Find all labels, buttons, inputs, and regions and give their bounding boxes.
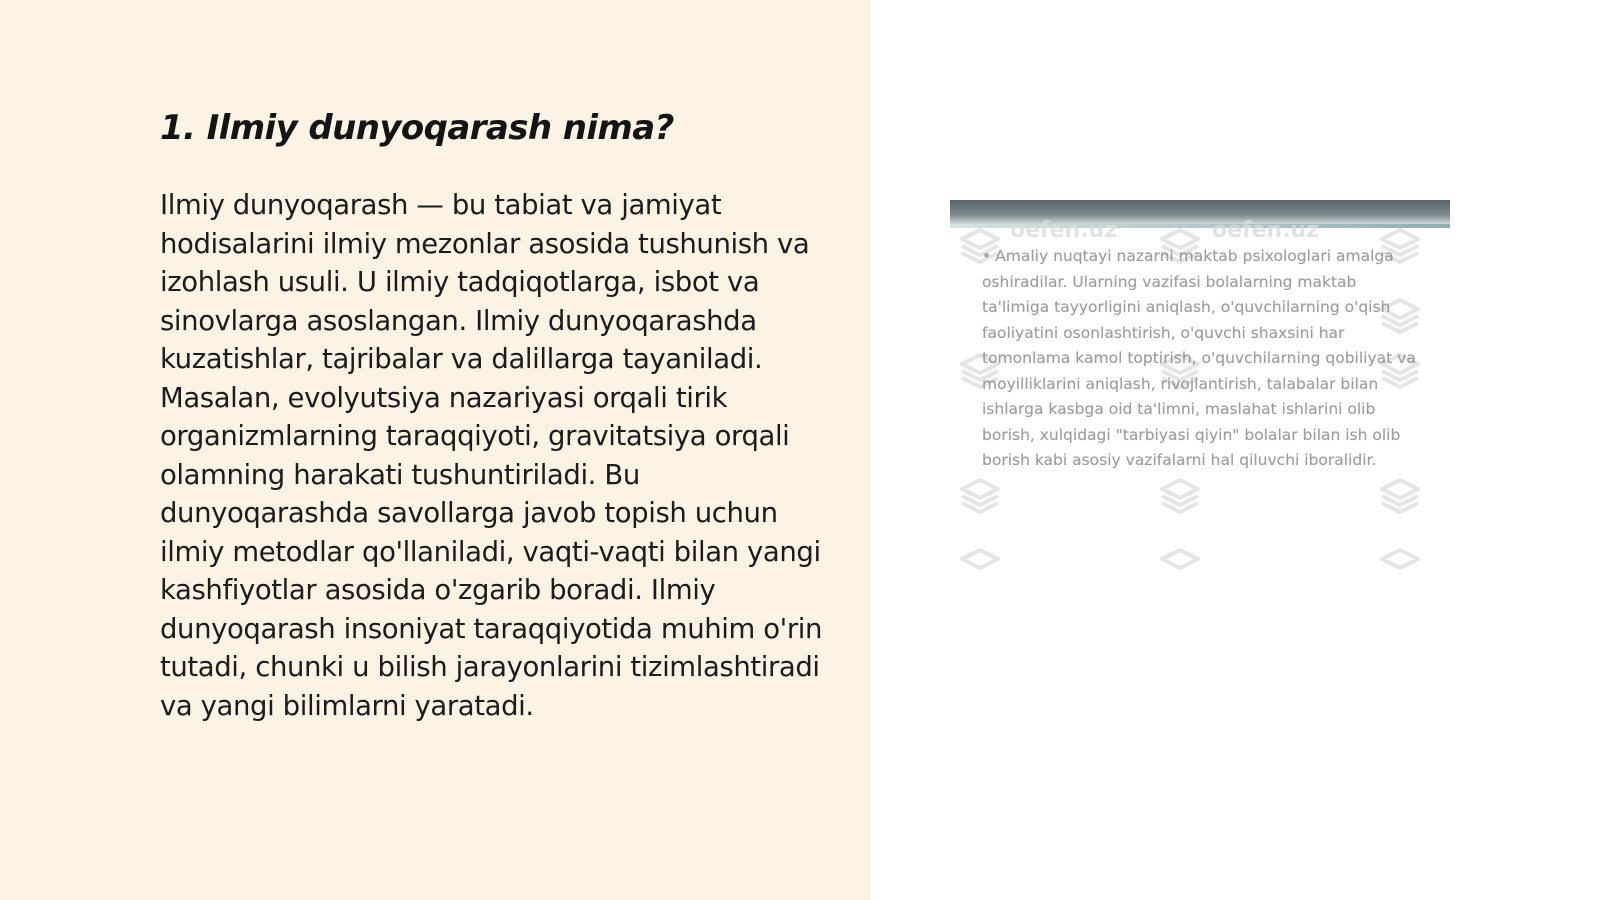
watermark-stack-icon (960, 548, 1000, 575)
embedded-document-image (950, 200, 1450, 575)
image-bullet-paragraph (982, 244, 1422, 474)
slide-body-text: Ilmiy dunyoqarash — bu tabiat va jamiyat hodisalarini ilmiy mezonlar asosida tushunish va izohlash usuli. U ilmiy tadqiqotlarga, isbot va sinovlarga asoslangan. Ilmiy dunyoqarashda kuzatishlar, tajribalar va dalillarga tayaniladi. Masalan, evolyutsiya nazariyasi orqali tirik organizmlarning taraqqiyoti, gravitatsiya orqali olamning harakati tushuntiriladi. Bu dunyoqarashda savollarga javob topish uchun ilmiy metodlar qo'llaniladi, vaqti-vaqti bilan yangi kashfiyotlar asosida o'zgarib boradi. Ilmiy dunyoqarash insoniyat taraqqiyotida muhim o'rin tutadi, chunki u bilish jarayonlarini tizimlashtiradi va yangi bilimlarni yaratadi. (160, 189, 823, 722)
watermark-text: oefen.uz (1010, 218, 1118, 243)
bullet-marker: • (982, 247, 992, 265)
image-bullet-text: Amaliy nuqtayi nazarni maktab psixologlari amalga oshiradilar. Ularning vazifasi bolalarning maktab ta'limiga tayyorligini aniqlash, o'quvchilarning o'qish faoliyatini osonlashtirish, o'quvchi shaxsini har tomonlama kamol toptirish, o'quvchilarning qobiliyat va moyilliklarini aniqlash, rivojlantirish, talabalar bilan ishlarga kasbga oid ta'limni, maslahat ishlarini olib borish, xulqidagi "tarbiyasi qiyin" bolalar bilan ish olib borish kabi asosiy vazifalarni hal qiluvchi iboralidir. (982, 247, 1416, 469)
watermark-text: oefen.uz (1212, 218, 1320, 243)
watermark-stack-icon (1160, 548, 1200, 575)
watermark-stack-icon (1380, 478, 1420, 524)
watermark-stack-icon (1160, 478, 1200, 524)
watermark-stack-icon (960, 478, 1000, 524)
slide-title: 1. Ilmiy dunyoqarash nima? (160, 108, 674, 148)
watermark-stack-icon (1380, 548, 1420, 575)
